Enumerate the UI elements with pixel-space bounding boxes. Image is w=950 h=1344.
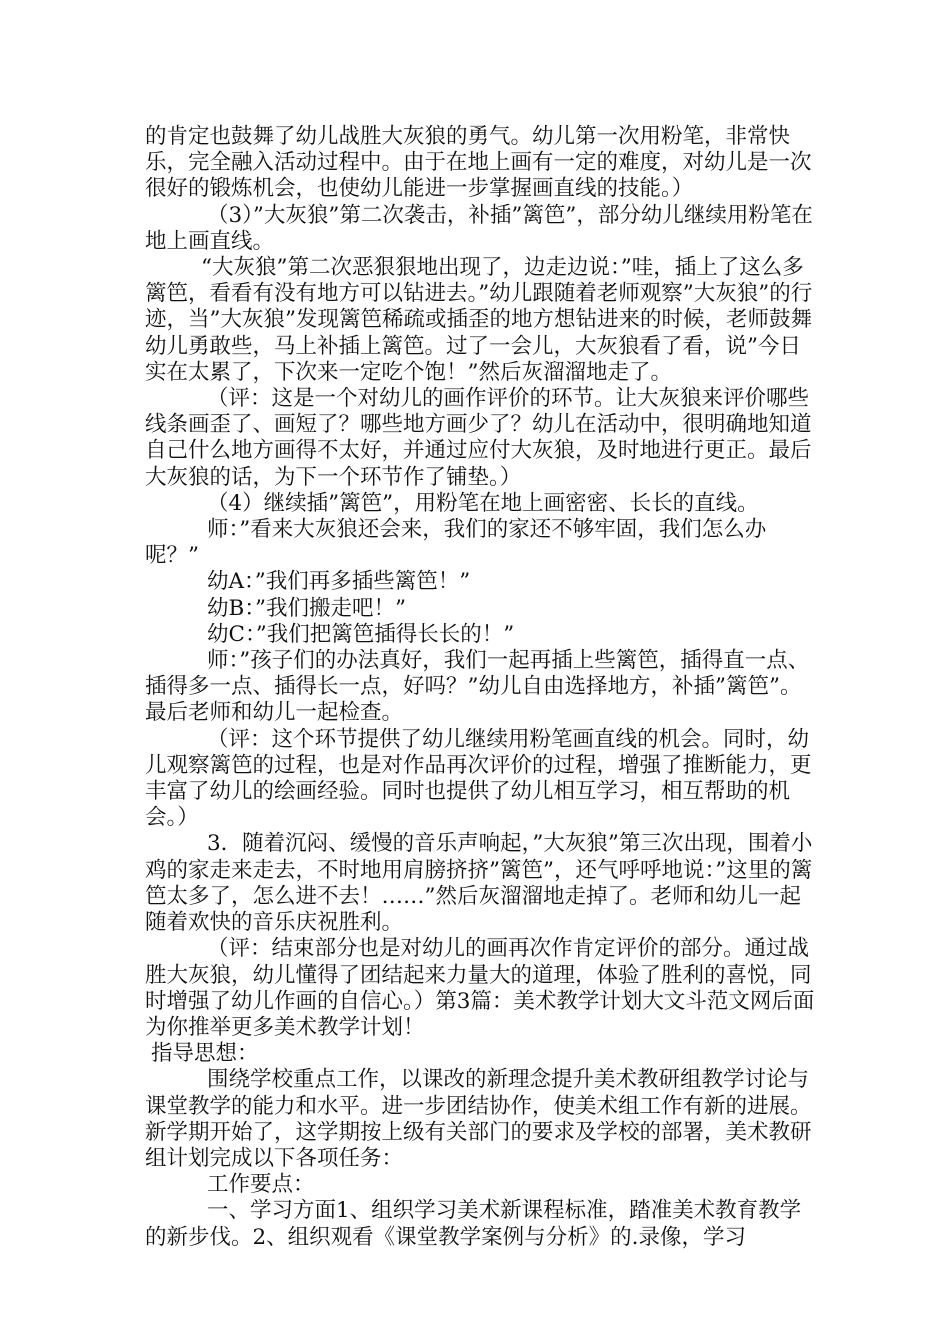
paragraph: 幼B：”我们搬走吧！” bbox=[207, 595, 407, 621]
paragraph: 幼C：”我们把篱笆插得长长的！” bbox=[207, 621, 515, 647]
paragraph: 3．随着沉闷、缓慢的音乐声响起，”大灰狼”第三次出现，围着小鸡的家走来走去，不时地用肩膀挤挤”篱笆”，还气呼呼地说：”这里的篱笆太多了，怎么进不去！……”然后灰溜溜地走掉了。老师和幼儿一起随着欢快的音乐庆祝胜利。 bbox=[145, 831, 813, 936]
paragraph: 一、学习方面1、组织学习美术新课程标准，踏准美术教育教学的新步伐。2、组织观看《课堂教学案例与分析》的.录像，学习 bbox=[145, 1198, 802, 1250]
paragraph: （评：结束部分也是对幼儿的画再次作肯定评价的部分。通过战胜大灰狼，幼儿懂得了团结起来力量大的道理，体验了胜利的喜悦，同时增强了幼儿作画的自信心。）第3篇：美术教学计划大文斗范文网后面为你推举更多美术教学计划！ bbox=[145, 936, 815, 1040]
section-heading: 指导思想： bbox=[151, 1041, 259, 1067]
paragraph: （评：这个环节提供了幼儿继续用粉笔画直线的机会。同时，幼儿观察篱笆的过程，也是对作品再次评价的过程，增强了推断能力，更丰富了幼儿的绘画经验。同时也提供了幼儿相互学习，相互帮助的机会。） bbox=[145, 726, 812, 831]
paragraph: （4）继续插”篱笆”，用粉笔在地上画密密、长长的直线。 bbox=[207, 490, 759, 516]
paragraph: 幼A：”我们再多插些篱笆！” bbox=[207, 569, 471, 595]
document-body bbox=[145, 124, 815, 1251]
paragraph: 师：”看来大灰狼还会来，我们的家还不够牢固，我们怎么办呢？” bbox=[145, 517, 767, 569]
paragraph: 的肯定也鼓舞了幼儿战胜大灰狼的勇气。幼儿第一次用粉笔，非常快乐，完全融入活动过程中。由于在地上画有一定的难度，对幼儿是一次很好的锻炼机会，也使幼儿能进一步掌握画直线的技能。） bbox=[145, 124, 812, 202]
paragraph: （3）”大灰狼”第二次袭击，补插”篱笆”，部分幼儿继续用粉笔在地上画直线。 bbox=[145, 202, 813, 254]
paragraph: 围绕学校重点工作，以课改的新理念提升美术教研组教学讨论与课堂教学的能力和水平。进一步团结协作，使美术组工作有新的进展。新学期开始了，这学期按上级有关部门的要求及学校的部署，美术教研组计划完成以下各项任务： bbox=[145, 1067, 812, 1171]
section-heading: 工作要点： bbox=[207, 1172, 315, 1198]
paragraph: “大灰狼”第二次恶狠狠地出现了，边走边说：”哇，插上了这么多篱笆，看看有没有地方可以钻进去。”幼儿跟随着老师观察”大灰狼”的行迹，当”大灰狼”发现篱笆稀疏或插歪的地方想钻进来的时候，老师鼓舞幼儿勇敢些，马上补插上篱笆。过了一会儿，大灰狼看了看，说”今日实在太累了，下次来一定吃个饱！”然后灰溜溜地走了。 bbox=[145, 255, 813, 385]
paragraph: （评：这是一个对幼儿的画作评价的环节。让大灰狼来评价哪些线条画歪了、画短了？哪些地方画少了？幼儿在活动中，很明确地知道自己什么地方画得不太好，并通过应付大灰狼，及时地进行更正。最后大灰狼的话，为下一个环节作了铺垫。） bbox=[145, 386, 812, 490]
paragraph: 师：”孩子们的办法真好，我们一起再插上些篱笆，插得直一点、插得多一点、插得长一点，好吗？”幼儿自由选择地方，补插”篱笆”。最后老师和幼儿一起检查。 bbox=[145, 648, 810, 726]
